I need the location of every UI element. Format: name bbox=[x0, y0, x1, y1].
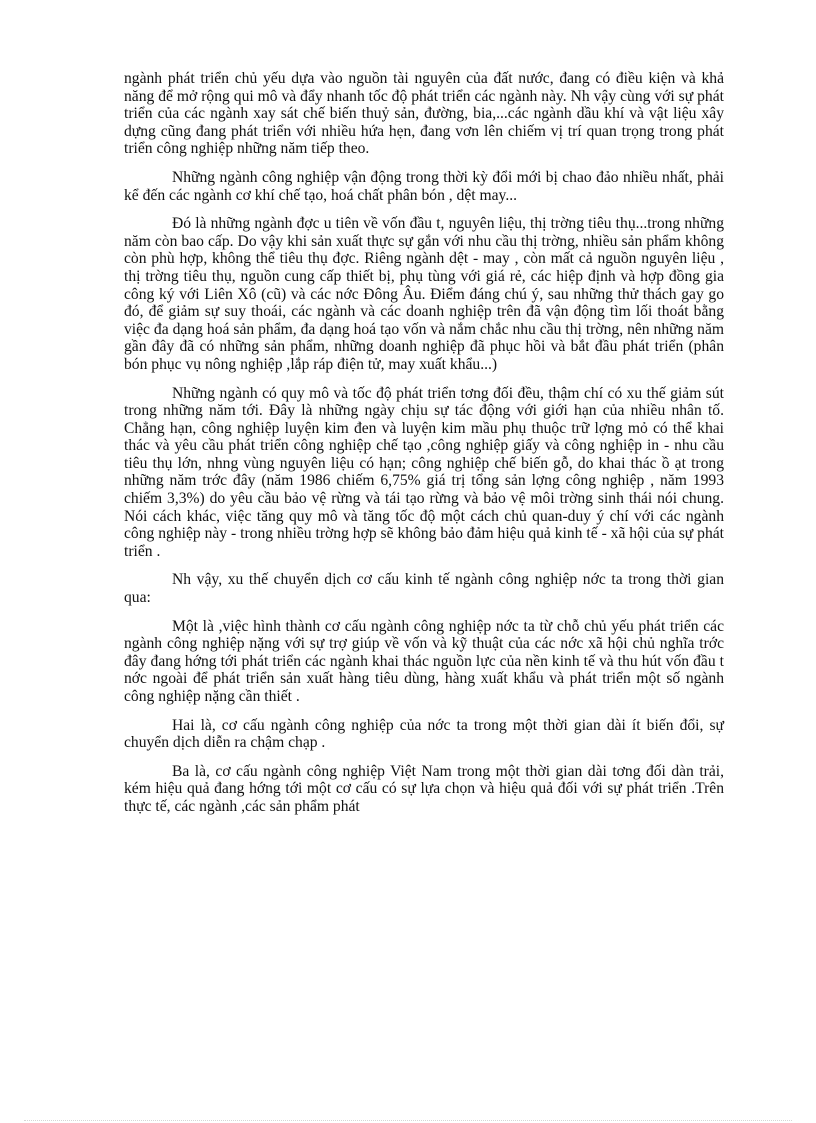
paragraph: Đó là những ngành đợc u tiên về vốn đầu t, nguyên liệu, thị trờng tiêu thụ...trong những năm còn bao cấp. Do vậy khi sản xuất thực sự gắn với nhu cầu thị trờng, nhiều sản phẩm không còn phù hợp, không thể tiêu thụ đợc. Riêng ngành dệt - may , còn mất cả nguồn nguyên liệu , thị trờng tiêu thụ, nguồn cung cấp thiết bị, phụ tùng với giá rẻ, các hiệp định và hợp đồng gia công ký với Liên Xô (cũ) và các nớc Đông Âu. Điểm đáng chú ý, sau những thử thách gay go đó, để giảm sự suy thoái, các ngành và các doanh nghiệp trên đã vận động tìm lối thoát bằng việc đa dạng hoá sản phẩm, đa dạng hoá tạo vốn và nắm chắc nhu cầu thị trờng, nên những năm gần đây đã có những sản phẩm, những doanh nghiệp đã phục hồi và bắt đầu phát triển (phân bón phục vụ nông nghiệp ,lắp ráp điện tử, may xuất khẩu...) bbox=[124, 215, 724, 373]
paragraph: Nh vậy, xu thế chuyển dịch cơ cấu kinh tế ngành công nghiệp nớc ta trong thời gian qua: bbox=[124, 571, 724, 607]
paragraph: Những ngành có quy mô và tốc độ phát triển tơng đối đều, thậm chí có xu thế giảm sút trong những năm tới. Đây là những ngày chịu sự tác động với giới hạn của nhiều nhân tố. Chẳng hạn, công nghiệp luyện kim đen và luyện kim mầu phụ thuộc trữ lợng mỏ có thể khai thác và yêu cầu phát triển công nghiệp chế tạo ,công nghiệp giấy và công nghiệp in - nhu cầu tiêu thụ lớn, nhng vùng nguyên liệu có hạn; công nghiệp chế biến gỗ, do khai thác ồ ạt trong những năm trớc đây (năm 1986 chiếm 6,75% giá trị tổng sản lợng công nghiệp , năm 1993 chiếm 3,3%) do yêu cầu bảo vệ rừng và tái tạo rừng và bảo vệ môi trờng sinh thái nói chung. Nói cách khác, việc tăng quy mô và tăng tốc độ một cách chủ quan-duy ý chí với các ngành công nghiệp này - trong nhiều trờng hợp sẽ không bảo đảm hiệu quả kinh tế - xã hội của sự phát triển . bbox=[124, 384, 724, 560]
paragraph: Một là ,việc hình thành cơ cấu ngành công nghiệp nớc ta từ chỗ chủ yếu phát triển các ngành công nghiệp nặng với sự trợ giúp về vốn và kỹ thuật của các nớc xã hội chủ nghĩa trớc đây đang hớng tới phát triển các ngành khai thác nguồn lực của nền kinh tế và thu hút vốn đầu t nớc ngoài để phát triển sản xuất hàng tiêu dùng, hàng xuất khẩu và phát triển một số ngành công nghiệp nặng cần thiết . bbox=[124, 617, 724, 705]
paragraph: Ba là, cơ cấu ngành công nghiệp Việt Nam trong một thời gian dài tơng đối dàn trải, kém hiệu quả đang hớng tới một cơ cấu có sự lựa chọn và hiệu quả đối với sự phát triển .Trên thực tế, các ngành ,các sản phẩm phát bbox=[124, 762, 724, 815]
body-text bbox=[124, 70, 724, 827]
page-bottom-divider bbox=[24, 1120, 792, 1121]
paragraph: Hai là, cơ cấu ngành công nghiệp của nớc ta trong một thời gian dài ít biến đổi, sự chuyển dịch diễn ra chậm chạp . bbox=[124, 716, 724, 752]
paragraph: Những ngành công nghiệp vận động trong thời kỳ đổi mới bị chao đảo nhiều nhất, phải kể đến các ngành cơ khí chế tạo, hoá chất phân bón , dệt may... bbox=[124, 168, 724, 204]
paragraph: ngành phát triển chủ yếu dựa vào nguồn tài nguyên của đất nước, đang có điều kiện và khả năng để mở rộng qui mô và đẩy nhanh tốc độ phát triển các ngành này. Nh vậy cùng với sự phát triển của các ngành xay sát chế biến thuỷ sản, đường, bia,...các ngành dầu khí và vật liệu xây dựng cũng đang phát triển với nhiều hứa hẹn, đang vơn lên chiếm vị trí quan trọng trong phát triển công nghiệp những năm tiếp theo. bbox=[124, 70, 724, 158]
